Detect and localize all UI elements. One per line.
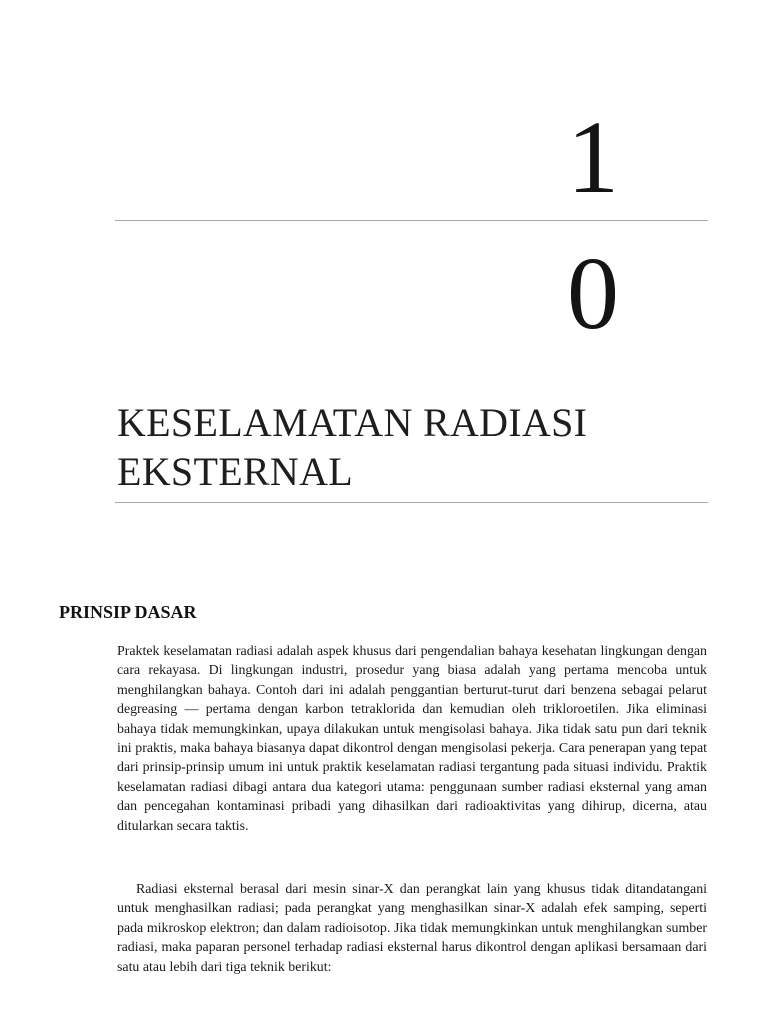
chapter-title: [117, 398, 717, 496]
body-paragraph-2: Radiasi eksternal berasal dari mesin sinar-X dan perangkat lain yang khusus tidak ditandatangani untuk menghasilkan radiasi; pada perangkat yang menghasilkan sinar-X adalah efek samping, seperti pada mikroskop elektron; dan dalam radioisotop. Jika tidak memungkinkan untuk menghilangkan sumber radiasi, maka paparan personel terhadap radiasi eksternal harus dikontrol dengan aplikasi bersamaan dari satu atau lebih dari tiga teknik berikut:: [117, 882, 707, 975]
divider-rule-bottom: [115, 502, 708, 503]
chapter-number-digit-1: 1: [567, 100, 619, 215]
chapter-number-digit-2: 0: [567, 236, 619, 351]
chapter-title-line-1: KESELAMATAN RADIASI: [117, 400, 588, 445]
body-paragraph-1: Praktek keselamatan radiasi adalah aspek khusus dari pengendalian bahaya kesehatan lingkungan dengan cara rekayasa. Di lingkungan industri, prosedur yang biasa adalah yang pertama mencoba untuk menghilangkan bahaya. Contoh dari ini adalah penggantian berturut-turut dari benzena sebagai pelarut degreasing — pertama dengan karbon tetraklorida dan kemudian oleh trikloroetilen. Jika eliminasi bahaya tidak memungkinkan, upaya dilakukan untuk mengisolasi bahaya. Jika tidak satu pun dari teknik ini praktis, maka bahaya biasanya dapat dikontrol dengan mengisolasi pekerja. Cara penerapan yang tepat dari prinsip-prinsip umum ini untuk praktik keselamatan radiasi tergantung pada situasi individu. Praktik keselamatan radiasi dibagi antara dua kategori utama: penggunaan sumber radiasi eksternal yang aman dan pencegahan kontaminasi pribadi yang dihasilkan dari radioaktivitas yang dihirup, dicerna, atau ditularkan secara taktis.: [117, 644, 707, 834]
divider-rule-top: [115, 220, 708, 221]
section-heading: PRINSIP DASAR: [59, 602, 197, 622]
chapter-title-line-2: EKSTERNAL: [117, 449, 354, 494]
